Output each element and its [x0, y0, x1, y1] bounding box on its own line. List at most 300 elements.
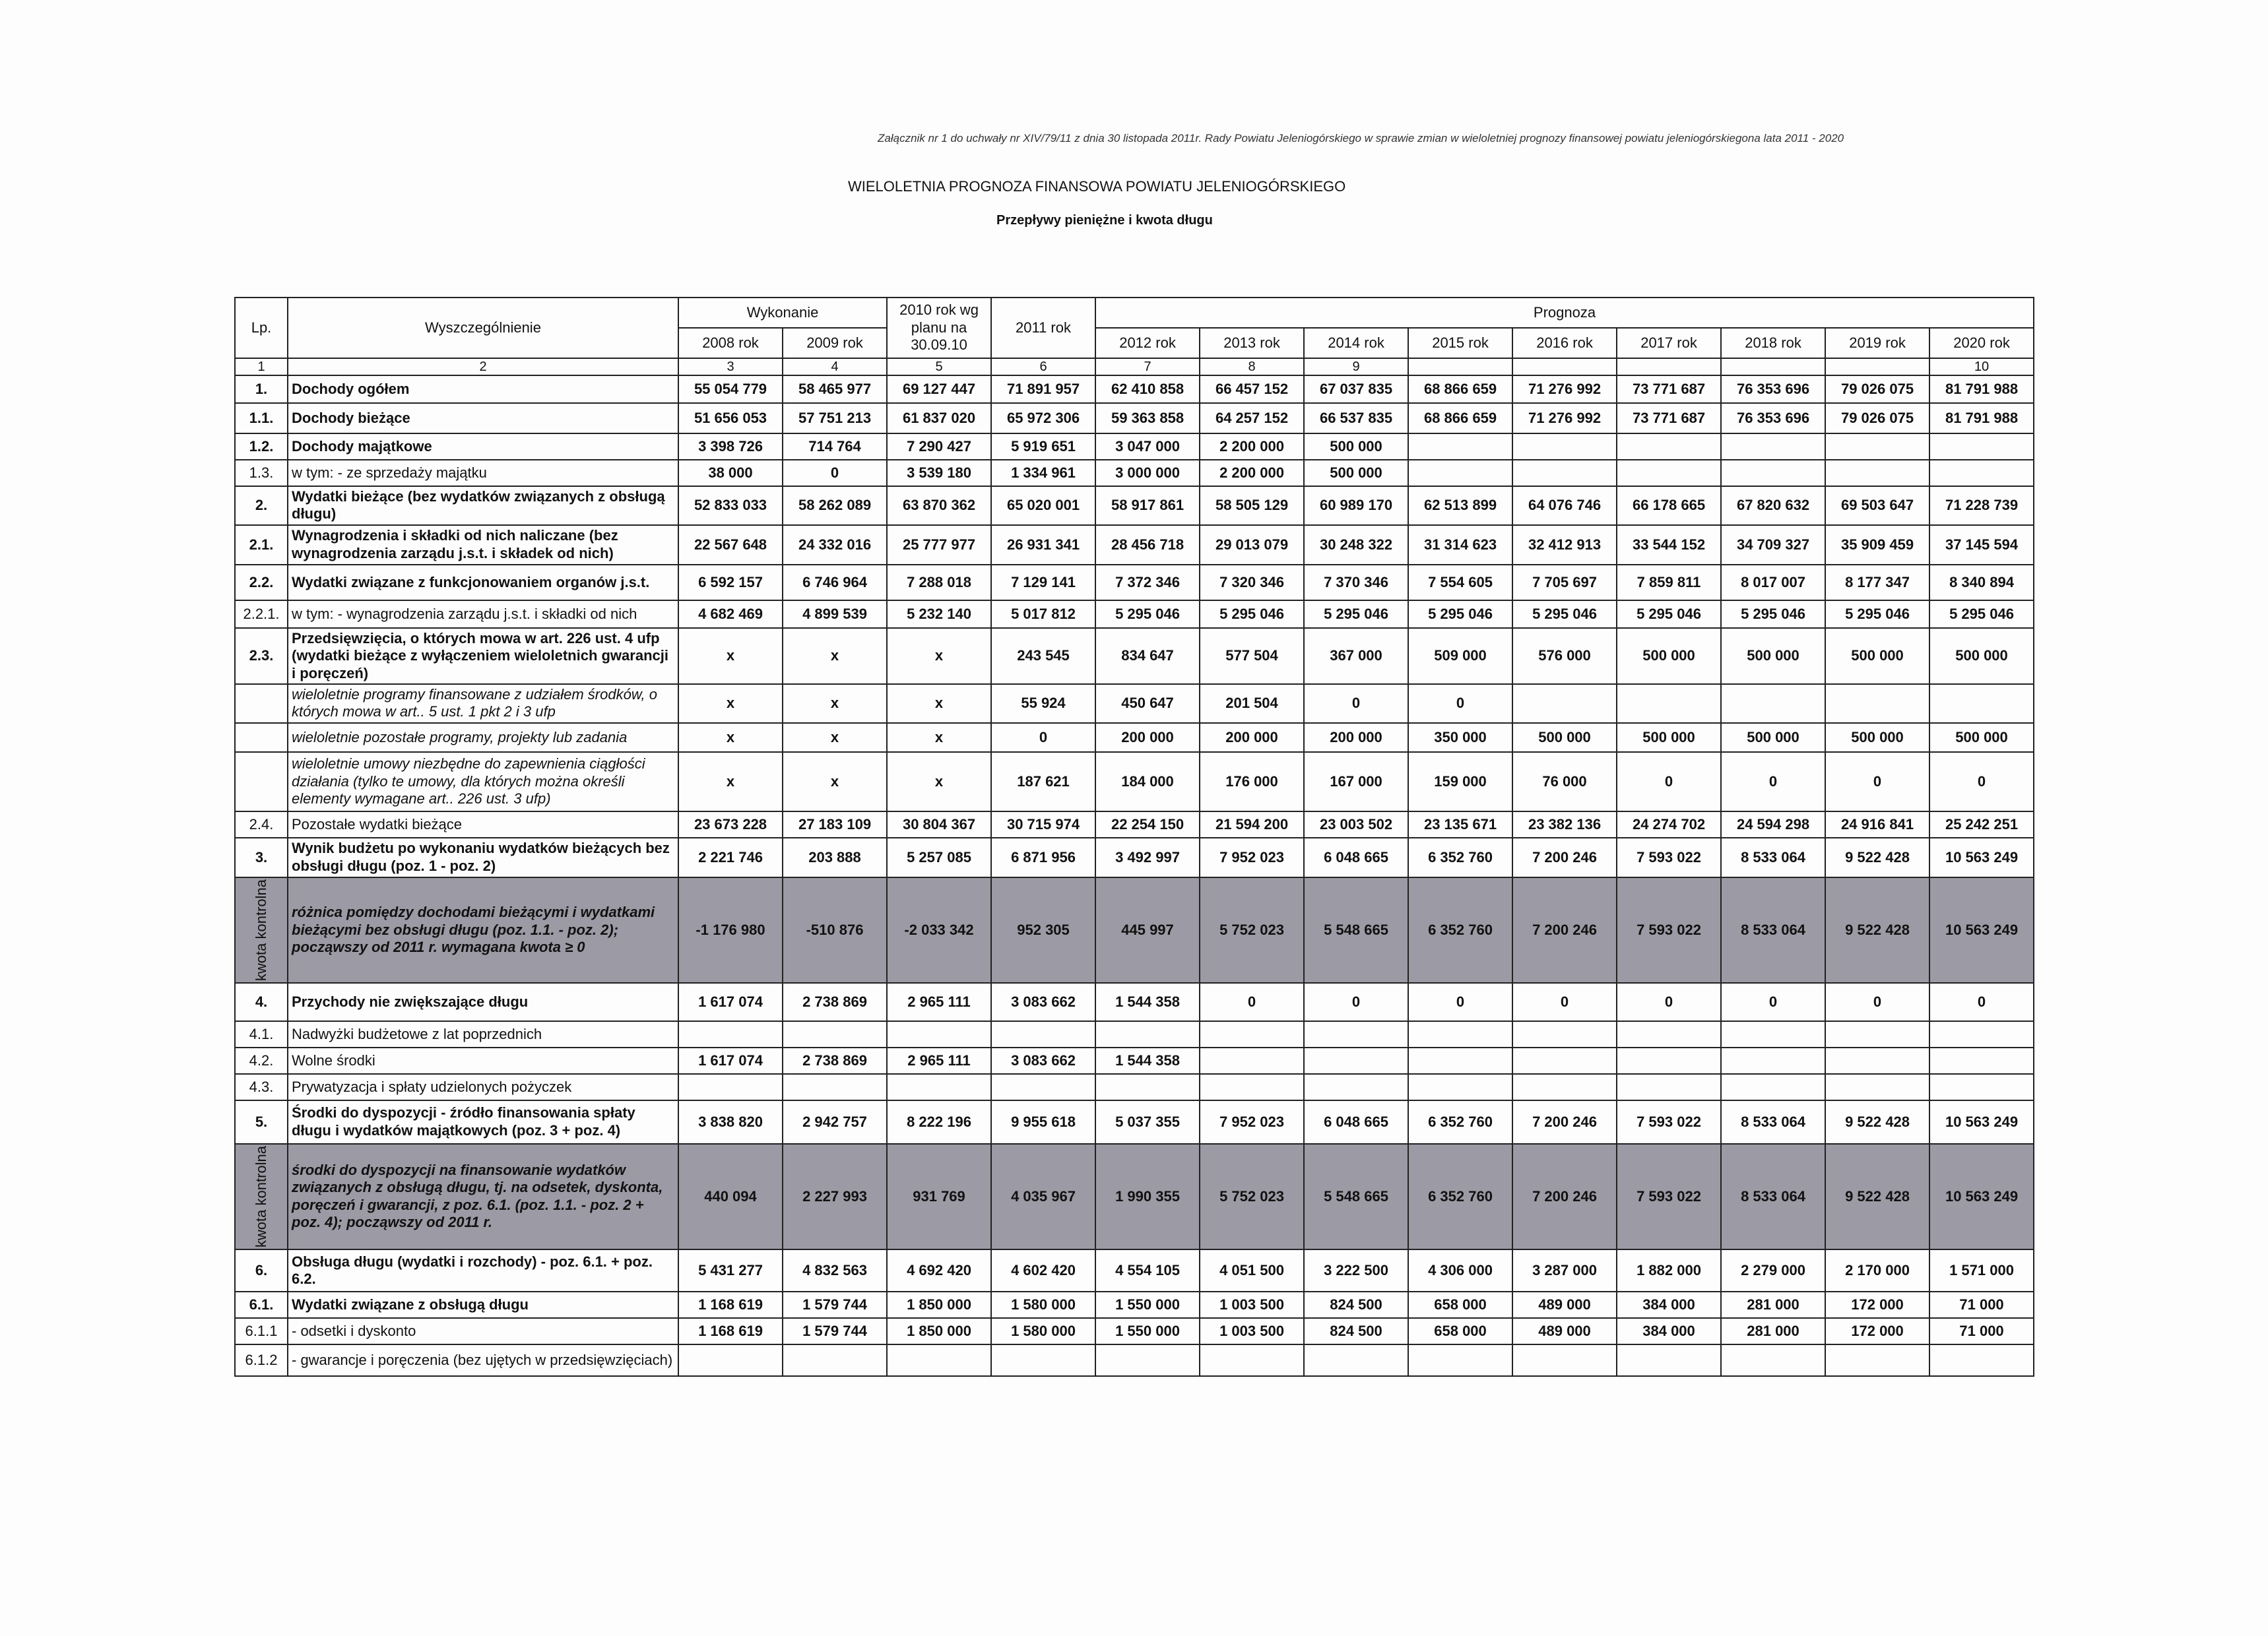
cell-value: [1825, 460, 1929, 486]
row-description: - odsetki i dyskonto: [288, 1318, 678, 1344]
cell-value: 67 037 835: [1304, 375, 1408, 403]
row-description: Przedsięwzięcia, o których mowa w art. 226 ust. 4 ufp (wydatki bieżące z wyłączeniem wieloletnich gwarancji i poręczeń): [288, 628, 678, 684]
row-description: Dochody majątkowe: [288, 433, 678, 460]
cell-value: [783, 1344, 887, 1376]
cell-value: [1721, 1074, 1825, 1100]
cell-value: 33 544 152: [1617, 525, 1721, 565]
cell-value: 30 248 322: [1304, 525, 1408, 565]
cell-value: 8 533 064: [1721, 877, 1825, 983]
cell-value: 203 888: [783, 838, 887, 877]
row-number: 1.2.: [235, 433, 288, 460]
cell-value: 55 054 779: [678, 375, 783, 403]
cell-value: 3 287 000: [1512, 1249, 1617, 1292]
column-number: 9: [1304, 358, 1408, 375]
cell-value: 62 410 858: [1095, 375, 1200, 403]
header-year: 2017 rok: [1617, 328, 1721, 358]
cell-value: 35 909 459: [1825, 525, 1929, 565]
cell-value: 10 563 249: [1929, 1100, 2034, 1144]
header-year: 2020 rok: [1929, 328, 2034, 358]
column-number: [1512, 358, 1617, 375]
cell-value: 71 276 992: [1512, 403, 1617, 433]
column-number: 1: [235, 358, 288, 375]
cell-value: 65 020 001: [991, 486, 1095, 525]
cell-value: [1721, 1048, 1825, 1074]
header-2008: 2008 rok: [678, 328, 783, 358]
cell-value: 23 003 502: [1304, 811, 1408, 838]
cell-value: 500 000: [1929, 628, 2034, 684]
cell-value: 6 352 760: [1408, 1144, 1512, 1249]
table-row: [235, 811, 2034, 838]
table-row: [235, 565, 2034, 600]
row-description: Dochody ogółem: [288, 375, 678, 403]
cell-value: 3 083 662: [991, 983, 1095, 1021]
row-description: Środki do dyspozycji - źródło finansowania spłaty długu i wydatków majątkowych (poz. 3 + poz. 4): [288, 1100, 678, 1144]
cell-value: 10 563 249: [1929, 1144, 2034, 1249]
cell-value: 10 563 249: [1929, 838, 2034, 877]
cell-value: [1408, 433, 1512, 460]
cell-value: 4 554 105: [1095, 1249, 1200, 1292]
cell-value: 1 580 000: [991, 1318, 1095, 1344]
cell-value: 658 000: [1408, 1318, 1512, 1344]
header-description: Wyszczególnienie: [288, 298, 678, 358]
row-number: 1.: [235, 375, 288, 403]
row-number: 4.2.: [235, 1048, 288, 1074]
column-number: 5: [887, 358, 991, 375]
cell-value: x: [783, 628, 887, 684]
cell-value: [1721, 433, 1825, 460]
row-number: 4.: [235, 983, 288, 1021]
cell-value: 6 048 665: [1304, 1100, 1408, 1144]
cell-value: [1825, 1344, 1929, 1376]
cell-value: 1 544 358: [1095, 983, 1200, 1021]
cell-value: 243 545: [991, 628, 1095, 684]
document-title: WIELOLETNIA PROGNOZA FINANSOWA POWIATU JELENIOGÓRSKIEGO: [848, 178, 1346, 195]
row-number: 2.2.: [235, 565, 288, 600]
cell-value: 1 580 000: [991, 1292, 1095, 1318]
cell-value: 7 320 346: [1200, 565, 1304, 600]
cell-value: [887, 1344, 991, 1376]
cell-value: [1929, 460, 2034, 486]
cell-value: [1512, 684, 1617, 723]
cell-value: 0: [1721, 983, 1825, 1021]
cell-value: 66 178 665: [1617, 486, 1721, 525]
table-row: [235, 983, 2034, 1021]
row-description: Wynagrodzenia i składki od nich naliczane (bez wynagrodzenia zarządu j.s.t. i składek od nich): [288, 525, 678, 565]
table-row: [235, 1318, 2034, 1344]
control-label-text: kwota kontrolna: [253, 1145, 270, 1247]
cell-value: 1 617 074: [678, 1048, 783, 1074]
cell-value: 1 550 000: [1095, 1292, 1200, 1318]
cell-value: 1 544 358: [1095, 1048, 1200, 1074]
header-2009: 2009 rok: [783, 328, 887, 358]
cell-value: 76 000: [1512, 752, 1617, 811]
control-label-text: kwota kontrolna: [253, 879, 270, 981]
table-row: [235, 1048, 2034, 1074]
header-lp: Lp.: [235, 298, 288, 358]
cell-value: 200 000: [1095, 723, 1200, 752]
cell-value: 3 047 000: [1095, 433, 1200, 460]
cell-value: 6 048 665: [1304, 838, 1408, 877]
cell-value: 450 647: [1095, 684, 1200, 723]
cell-value: 5 295 046: [1617, 600, 1721, 628]
cell-value: 834 647: [1095, 628, 1200, 684]
cell-value: 5 295 046: [1304, 600, 1408, 628]
cell-value: 0: [1408, 983, 1512, 1021]
cell-value: 1 990 355: [1095, 1144, 1200, 1249]
cell-value: 172 000: [1825, 1318, 1929, 1344]
cell-value: 79 026 075: [1825, 403, 1929, 433]
row-number: 1.3.: [235, 460, 288, 486]
cell-value: 2 965 111: [887, 1048, 991, 1074]
cell-value: 500 000: [1512, 723, 1617, 752]
row-number: 2.3.: [235, 628, 288, 684]
cell-value: 7 859 811: [1617, 565, 1721, 600]
cell-value: 21 594 200: [1200, 811, 1304, 838]
cell-value: 5 017 812: [991, 600, 1095, 628]
cell-value: 5 431 277: [678, 1249, 783, 1292]
cell-value: 500 000: [1721, 723, 1825, 752]
cell-value: 5 295 046: [1200, 600, 1304, 628]
cell-value: 58 262 089: [783, 486, 887, 525]
column-number: 4: [783, 358, 887, 375]
row-number: 6.1.1: [235, 1318, 288, 1344]
cell-value: x: [678, 684, 783, 723]
cell-value: [783, 1074, 887, 1100]
cell-value: [1200, 1074, 1304, 1100]
cell-value: 3 492 997: [1095, 838, 1200, 877]
cell-value: 8 340 894: [1929, 565, 2034, 600]
header-prognoza: Prognoza: [1095, 298, 2034, 328]
cell-value: 176 000: [1200, 752, 1304, 811]
cell-value: 384 000: [1617, 1292, 1721, 1318]
cell-value: [1929, 1048, 2034, 1074]
cell-value: -2 033 342: [887, 877, 991, 983]
cell-value: 0: [1617, 752, 1721, 811]
cell-value: 59 363 858: [1095, 403, 1200, 433]
cell-value: 61 837 020: [887, 403, 991, 433]
forecast-table: [234, 297, 2034, 1377]
cell-value: 23 135 671: [1408, 811, 1512, 838]
cell-value: 0: [1721, 752, 1825, 811]
cell-value: 5 257 085: [887, 838, 991, 877]
cell-value: 52 833 033: [678, 486, 783, 525]
cell-value: 500 000: [1617, 628, 1721, 684]
cell-value: 10 563 249: [1929, 877, 2034, 983]
control-label: [235, 1144, 288, 1249]
cell-value: 824 500: [1304, 1292, 1408, 1318]
row-description: w tym: - wynagrodzenia zarządu j.s.t. i składki od nich: [288, 600, 678, 628]
cell-value: 7 290 427: [887, 433, 991, 460]
cell-value: 65 972 306: [991, 403, 1095, 433]
cell-value: x: [783, 723, 887, 752]
cell-value: 714 764: [783, 433, 887, 460]
cell-value: 489 000: [1512, 1292, 1617, 1318]
cell-value: x: [783, 752, 887, 811]
cell-value: 445 997: [1095, 877, 1200, 983]
column-number-row: [235, 358, 2034, 375]
cell-value: [1825, 1021, 1929, 1048]
cell-value: x: [678, 752, 783, 811]
cell-value: 5 752 023: [1200, 1144, 1304, 1249]
cell-value: 576 000: [1512, 628, 1617, 684]
cell-value: -510 876: [783, 877, 887, 983]
cell-value: 66 537 835: [1304, 403, 1408, 433]
cell-value: 71 228 739: [1929, 486, 2034, 525]
cell-value: 5 295 046: [1721, 600, 1825, 628]
cell-value: x: [887, 684, 991, 723]
row-description: Dochody bieżące: [288, 403, 678, 433]
cell-value: 60 989 170: [1304, 486, 1408, 525]
cell-value: 500 000: [1929, 723, 2034, 752]
cell-value: -1 176 980: [678, 877, 783, 983]
attachment-note: Załącznik nr 1 do uchwały nr XIV/79/11 z dnia 30 listopada 2011r. Rady Powiatu Jeleniogórskiego w sprawie zmian w wieloletniej prognozy finansowej powiatu jeleniogórskiegona lata 2011 - 2020: [878, 132, 1844, 144]
cell-value: 4 692 420: [887, 1249, 991, 1292]
row-description: środki do dyspozycji na finansowanie wydatków związanych z obsługą długu, tj. na odsetek, dyskonta, poręczeń i gwarancji, z poz. 6.1. (poz. 1.1. - poz. 2 + poz. 4); począwszy od 2011 r.: [288, 1144, 678, 1249]
cell-value: 32 412 913: [1512, 525, 1617, 565]
cell-value: 5 295 046: [1408, 600, 1512, 628]
cell-value: [1825, 684, 1929, 723]
row-number: 4.1.: [235, 1021, 288, 1048]
cell-value: 3 838 820: [678, 1100, 783, 1144]
cell-value: 5 295 046: [1095, 600, 1200, 628]
header-year: 2019 rok: [1825, 328, 1929, 358]
cell-value: 824 500: [1304, 1318, 1408, 1344]
row-description: Wolne środki: [288, 1048, 678, 1074]
cell-value: [1825, 1074, 1929, 1100]
cell-value: [1617, 1048, 1721, 1074]
header-year: 2012 rok: [1095, 328, 1200, 358]
control-label: [235, 877, 288, 983]
cell-value: [991, 1021, 1095, 1048]
row-number: 5.: [235, 1100, 288, 1144]
cell-value: 25 242 251: [1929, 811, 2034, 838]
table-row: [235, 460, 2034, 486]
cell-value: 0: [1304, 983, 1408, 1021]
cell-value: 63 870 362: [887, 486, 991, 525]
cell-value: 37 145 594: [1929, 525, 2034, 565]
cell-value: 7 593 022: [1617, 838, 1721, 877]
table-row: [235, 486, 2034, 525]
column-number: 8: [1200, 358, 1304, 375]
cell-value: 24 594 298: [1721, 811, 1825, 838]
cell-value: 6 352 760: [1408, 838, 1512, 877]
cell-value: 68 866 659: [1408, 403, 1512, 433]
cell-value: 2 965 111: [887, 983, 991, 1021]
cell-value: [1304, 1344, 1408, 1376]
cell-value: 2 221 746: [678, 838, 783, 877]
cell-value: [1095, 1021, 1200, 1048]
cell-value: [1929, 1074, 2034, 1100]
cell-value: 24 274 702: [1617, 811, 1721, 838]
cell-value: [678, 1344, 783, 1376]
cell-value: [1617, 684, 1721, 723]
cell-value: 0: [783, 460, 887, 486]
cell-value: [1200, 1344, 1304, 1376]
row-description: Obsługa długu (wydatki i rozchody) - poz. 6.1. + poz. 6.2.: [288, 1249, 678, 1292]
row-description: Wydatki związane z funkcjonowaniem organów j.s.t.: [288, 565, 678, 600]
cell-value: [887, 1021, 991, 1048]
cell-value: 5 295 046: [1825, 600, 1929, 628]
row-number: [235, 752, 288, 811]
cell-value: 22 567 648: [678, 525, 783, 565]
cell-value: [1721, 1021, 1825, 1048]
cell-value: 69 503 647: [1825, 486, 1929, 525]
row-number: 2.2.1.: [235, 600, 288, 628]
column-number: [1408, 358, 1512, 375]
cell-value: 201 504: [1200, 684, 1304, 723]
table-row: [235, 684, 2034, 723]
cell-value: [1200, 1021, 1304, 1048]
cell-value: 3 398 726: [678, 433, 783, 460]
cell-value: 31 314 623: [1408, 525, 1512, 565]
cell-value: 4 832 563: [783, 1249, 887, 1292]
row-number: [235, 723, 288, 752]
cell-value: 81 791 988: [1929, 375, 2034, 403]
cell-value: [1512, 1074, 1617, 1100]
control-row: [235, 1144, 2034, 1249]
cell-value: 8 177 347: [1825, 565, 1929, 600]
row-number: 6.1.: [235, 1292, 288, 1318]
cell-value: 509 000: [1408, 628, 1512, 684]
cell-value: 0: [1929, 983, 2034, 1021]
cell-value: 7 952 023: [1200, 838, 1304, 877]
column-number: 3: [678, 358, 783, 375]
cell-value: 184 000: [1095, 752, 1200, 811]
column-number: 2: [288, 358, 678, 375]
cell-value: 7 593 022: [1617, 1144, 1721, 1249]
cell-value: 22 254 150: [1095, 811, 1200, 838]
cell-value: 4 306 000: [1408, 1249, 1512, 1292]
cell-value: 350 000: [1408, 723, 1512, 752]
cell-value: 4 602 420: [991, 1249, 1095, 1292]
table-row: [235, 375, 2034, 403]
cell-value: 3 083 662: [991, 1048, 1095, 1074]
cell-value: 6 746 964: [783, 565, 887, 600]
cell-value: [1095, 1344, 1200, 1376]
cell-value: 1 334 961: [991, 460, 1095, 486]
cell-value: 7 952 023: [1200, 1100, 1304, 1144]
cell-value: 71 276 992: [1512, 375, 1617, 403]
table-row: [235, 1292, 2034, 1318]
cell-value: [1721, 460, 1825, 486]
cell-value: 3 222 500: [1304, 1249, 1408, 1292]
cell-value: 7 200 246: [1512, 1100, 1617, 1144]
cell-value: [1095, 1074, 1200, 1100]
cell-value: 2 738 869: [783, 983, 887, 1021]
document-subtitle: Przepływy pieniężne i kwota długu: [996, 213, 1213, 228]
cell-value: 159 000: [1408, 752, 1512, 811]
cell-value: 24 916 841: [1825, 811, 1929, 838]
table-row: [235, 1344, 2034, 1376]
cell-value: 34 709 327: [1721, 525, 1825, 565]
cell-value: 489 000: [1512, 1318, 1617, 1344]
cell-value: [991, 1074, 1095, 1100]
cell-value: 4 682 469: [678, 600, 783, 628]
cell-value: 26 931 341: [991, 525, 1095, 565]
column-number: [1721, 358, 1825, 375]
row-description: różnica pomiędzy dochodami bieżącymi i wydatkami bieżącymi bez obsługi długu (poz. 1.1. - poz. 2); począwszy od 2011 r. wymagana kwota ≥ 0: [288, 877, 678, 983]
cell-value: 658 000: [1408, 1292, 1512, 1318]
cell-value: 7 554 605: [1408, 565, 1512, 600]
row-description: - gwarancje i poręczenia (bez ujętych w przedsięwzięciach): [288, 1344, 678, 1376]
table-row: [235, 1249, 2034, 1292]
cell-value: 2 738 869: [783, 1048, 887, 1074]
cell-value: 8 533 064: [1721, 1100, 1825, 1144]
cell-value: 4 035 967: [991, 1144, 1095, 1249]
cell-value: 5 919 651: [991, 433, 1095, 460]
cell-value: [1617, 433, 1721, 460]
cell-value: 27 183 109: [783, 811, 887, 838]
cell-value: 23 673 228: [678, 811, 783, 838]
cell-value: 0: [1929, 752, 2034, 811]
cell-value: 187 621: [991, 752, 1095, 811]
cell-value: [1408, 1021, 1512, 1048]
cell-value: [1929, 1344, 2034, 1376]
cell-value: 30 804 367: [887, 811, 991, 838]
cell-value: 8 533 064: [1721, 1144, 1825, 1249]
row-number: 1.1.: [235, 403, 288, 433]
row-number: 6.1.2: [235, 1344, 288, 1376]
cell-value: [1512, 433, 1617, 460]
cell-value: 384 000: [1617, 1318, 1721, 1344]
table-row: [235, 525, 2034, 565]
cell-value: 9 522 428: [1825, 1100, 1929, 1144]
cell-value: [1408, 1344, 1512, 1376]
column-number: [1825, 358, 1929, 375]
cell-value: 4 051 500: [1200, 1249, 1304, 1292]
cell-value: 281 000: [1721, 1318, 1825, 1344]
row-description: wieloletnie pozostałe programy, projekty lub zadania: [288, 723, 678, 752]
header-2011: 2011 rok: [991, 298, 1095, 358]
cell-value: 1 850 000: [887, 1292, 991, 1318]
table-row: [235, 433, 2034, 460]
cell-value: x: [678, 628, 783, 684]
cell-value: 73 771 687: [1617, 375, 1721, 403]
cell-value: 7 129 141: [991, 565, 1095, 600]
header-year: 2013 rok: [1200, 328, 1304, 358]
table-row: [235, 1074, 2034, 1100]
cell-value: 500 000: [1825, 723, 1929, 752]
cell-value: 1 579 744: [783, 1292, 887, 1318]
cell-value: 931 769: [887, 1144, 991, 1249]
cell-value: [1825, 433, 1929, 460]
cell-value: [1408, 1048, 1512, 1074]
cell-value: [1408, 460, 1512, 486]
cell-value: 0: [1304, 684, 1408, 723]
cell-value: 0: [1617, 983, 1721, 1021]
cell-value: [1929, 433, 2034, 460]
table-row: [235, 600, 2034, 628]
cell-value: [1929, 684, 2034, 723]
cell-value: 500 000: [1617, 723, 1721, 752]
cell-value: 7 372 346: [1095, 565, 1200, 600]
cell-value: x: [678, 723, 783, 752]
cell-value: 1 550 000: [1095, 1318, 1200, 1344]
cell-value: 8 222 196: [887, 1100, 991, 1144]
column-number: 6: [991, 358, 1095, 375]
row-description: wieloletnie umowy niezbędne do zapewnienia ciągłości działania (tylko te umowy, dla których można określi elementy wymagane art.. 226 ust. 3 ufp): [288, 752, 678, 811]
cell-value: 952 305: [991, 877, 1095, 983]
table-row: [235, 403, 2034, 433]
cell-value: [1617, 460, 1721, 486]
cell-value: 1 571 000: [1929, 1249, 2034, 1292]
cell-value: 7 288 018: [887, 565, 991, 600]
cell-value: 5 037 355: [1095, 1100, 1200, 1144]
cell-value: 7 593 022: [1617, 877, 1721, 983]
table-row: [235, 723, 2034, 752]
cell-value: 23 382 136: [1512, 811, 1617, 838]
cell-value: 4 899 539: [783, 600, 887, 628]
